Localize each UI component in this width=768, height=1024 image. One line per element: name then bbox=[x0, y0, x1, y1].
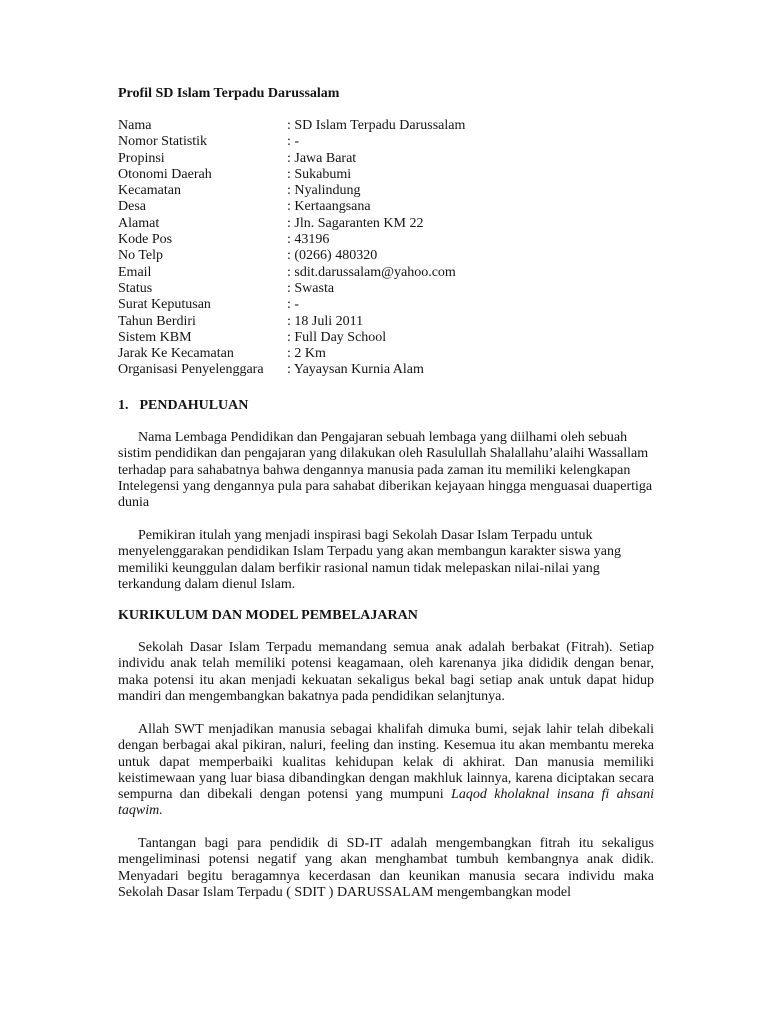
profile-row bbox=[118, 151, 465, 167]
profile-row bbox=[118, 330, 465, 346]
profile-label: No Telp bbox=[118, 248, 164, 264]
paragraph-text: Tantangan bagi para pendidik di SD-IT adalah mengembangkan fitrah itu sekaligus mengeliminasi potensi negatif yang akan menghambat tumbuh kembangnya anak didik. Menyadari begitu beragamnya kecerdasan dan keunikan manusia secara individu maka Sekolah Dasar Islam Terpadu ( SDIT ) DARUSSALAM mengembangkan model bbox=[118, 836, 654, 900]
profile-label: Organisasi Penyelenggara bbox=[118, 362, 264, 378]
document-title: Profil SD Islam Terpadu Darussalam bbox=[118, 86, 340, 101]
profile-row bbox=[118, 297, 465, 313]
profile-label: Desa bbox=[118, 199, 146, 215]
profile-label: Alamat bbox=[118, 215, 160, 231]
paragraph bbox=[118, 430, 654, 511]
profile-label: Otonomi Daerah bbox=[118, 166, 212, 182]
paragraph bbox=[118, 836, 654, 901]
profile-row bbox=[118, 346, 465, 362]
profile-value: : sdit.darussalam@yahoo.com bbox=[287, 264, 456, 280]
profile-value: : - bbox=[287, 297, 300, 313]
profile-label: Propinsi bbox=[118, 150, 165, 166]
profile-row bbox=[118, 134, 465, 150]
profile-label: Kode Pos bbox=[118, 232, 173, 248]
paragraph-text: Sekolah Dasar Islam Terpadu memandang semua anak adalah berbakat (Fitrah). Setiap individu anak telah memiliki potensi keagamaan, oleh karenanya jika dididik dengan benar, maka potensi itu akan menjadi kekuatan sekaligus bekal bagi setiap anak untuk dapat hidup mandiri dan mengembangkan bakatnya pada pendidikan selanjtunya. bbox=[118, 640, 654, 704]
profile-value: : - bbox=[287, 134, 300, 150]
profile-value: : Jln. Sagaranten KM 22 bbox=[287, 215, 424, 231]
profile-label: Nomor Statistik bbox=[118, 134, 208, 150]
profile-label: Jarak Ke Kecamatan bbox=[118, 346, 234, 362]
section-heading-kurikulum: KURIKULUM DAN MODEL PEMBELAJARAN bbox=[118, 608, 418, 623]
paragraph-text: Nama Lembaga Pendidikan dan Pengajaran sebuah lembaga yang diilhami oleh sebuah sistim pendidikan dan pengajaran yang dilakukan oleh Rasulullah Shalallahu’alaihi Wassallam terhadap para sahabatnya bahwa dengannya manusia pada zaman itu memiliki kelengkapan Intelegensi yang dengannya pula para sahabat diberikan kejayaan hingga menguasai duapertiga dunia bbox=[118, 430, 653, 511]
arabic-phrase: Laqod kholaknal insana fi ahsani taqwim. bbox=[118, 787, 654, 819]
profile-value: : Full Day School bbox=[287, 329, 387, 345]
profile-row bbox=[118, 118, 465, 134]
profile-row bbox=[118, 216, 465, 232]
profile-row bbox=[118, 232, 465, 248]
profile-value: : Nyalindung bbox=[287, 183, 361, 199]
profile-label: Email bbox=[118, 264, 152, 280]
section-number: 1. bbox=[118, 398, 129, 413]
profile-value: : Kertaangsana bbox=[287, 199, 371, 215]
profile-row bbox=[118, 265, 465, 281]
profile-value: : SD Islam Terpadu Darussalam bbox=[287, 118, 466, 133]
paragraph bbox=[118, 640, 654, 705]
paragraph-text: Pemikiran itulah yang menjadi inspirasi bagi Sekolah Dasar Islam Terpadu untuk menyelenggarakan pendidikan Islam Terpadu yang akan membangun karakter siswa yang memiliki keunggulan dalam berfikir rasional namun tidak melepaskan nilai-nilai yang terkandung dalam dienul Islam. bbox=[118, 528, 621, 592]
section-heading-text: PENDAHULUAN bbox=[139, 398, 249, 413]
section-heading-pendahuluan bbox=[118, 398, 248, 414]
paragraph bbox=[118, 528, 654, 593]
profile-row bbox=[118, 314, 465, 330]
profile-row bbox=[118, 183, 465, 199]
profile-value: : Swasta bbox=[287, 280, 335, 296]
profile-table bbox=[118, 118, 465, 379]
profile-label: Status bbox=[118, 280, 153, 296]
profile-row bbox=[118, 362, 465, 378]
profile-value: : 18 Juli 2011 bbox=[287, 313, 364, 329]
profile-row bbox=[118, 167, 465, 183]
profile-label: Nama bbox=[118, 118, 152, 133]
profile-value: : Sukabumi bbox=[287, 166, 352, 182]
profile-value: : Jawa Barat bbox=[287, 150, 357, 166]
profile-value: : (0266) 480320 bbox=[287, 248, 378, 264]
profile-label: Kecamatan bbox=[118, 183, 181, 199]
profile-label: Surat Keputusan bbox=[118, 297, 211, 313]
profile-value: : Yayaysan Kurnia Alam bbox=[287, 362, 424, 378]
paragraph-text: Allah SWT menjadikan manusia sebagai khalifah dimuka bumi, sejak lahir telah dibekali dengan berbagai akal pikiran, naluri, feeling dan insting. Kesemua itu akan membantu mereka untuk dapat memperbaiki kualitas kehidupan kelak di akhirat. Dan manusia memiliki keistimewaan yang luar biasa dibandingkan dengan makhluk lainnya, karena diciptakan secara sempurna dan dibekali dengan potensi yang mumpuni bbox=[118, 722, 654, 803]
profile-row bbox=[118, 199, 465, 215]
profile-label: Tahun Berdiri bbox=[118, 313, 196, 329]
profile-value: : 43196 bbox=[287, 232, 330, 248]
profile-label: Sistem KBM bbox=[118, 329, 192, 345]
profile-row bbox=[118, 281, 465, 297]
paragraph bbox=[118, 722, 654, 820]
profile-value: : 2 Km bbox=[287, 346, 326, 362]
profile-row bbox=[118, 248, 465, 264]
